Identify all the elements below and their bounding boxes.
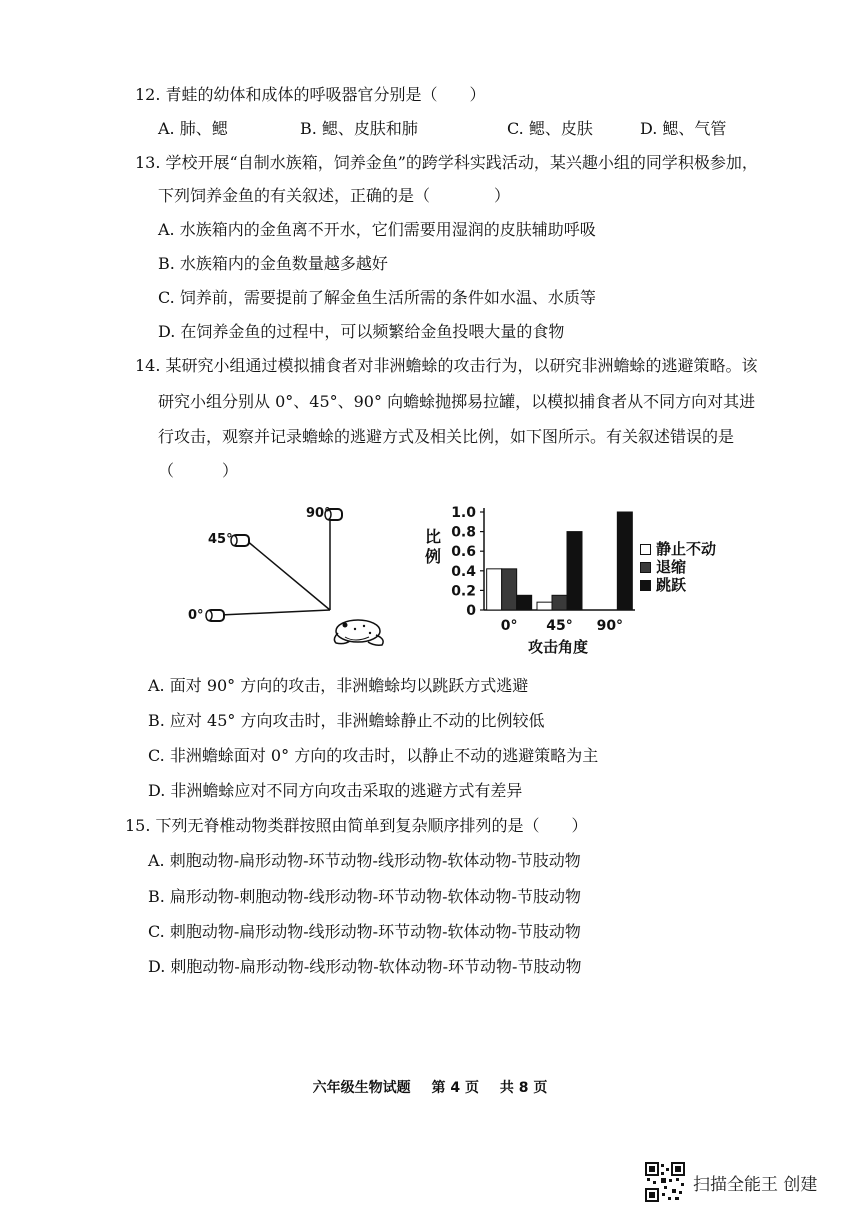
x-tick-label: 90° (596, 618, 624, 634)
q13-option-c: C. 饲养前，需要提前了解金鱼生活所需的条件如水温、水质等 (158, 288, 596, 307)
attack-line-45 (246, 540, 330, 610)
label-45: 45° (208, 532, 233, 547)
y-tick-label: 0.6 (451, 544, 476, 561)
escape-ratio-bar-chart (440, 500, 640, 635)
q14-option-b: B. 应对 45° 方向攻击时，非洲蟾蜍静止不动的比例较低 (148, 711, 545, 730)
y-tick-label: 0.4 (451, 563, 476, 580)
bar-1-2 (567, 532, 582, 610)
footer-subject: 六年级生物试题 (312, 1080, 411, 1096)
q15-option-c: C. 刺胞动物-扁形动物-线形动物-环节动物-软体动物-节肢动物 (148, 922, 581, 941)
y-tick-label: 0.2 (451, 583, 476, 600)
footer-total-pages: 共 8 页 (499, 1080, 548, 1096)
x-tick-label: 45° (546, 618, 573, 634)
page-footer (0, 1077, 860, 1097)
bar-0-0 (487, 569, 502, 610)
q14-stem-3: 行攻击，观察并记录蟾蜍的逃避方式及相关比例，如下图所示。有关叙述错误的是 (158, 427, 735, 446)
q13-option-d: D. 在饲养金鱼的过程中，可以频繁给金鱼投喂大量的食物 (158, 322, 565, 341)
y-tick-label: 0.8 (451, 524, 476, 541)
q13-stem-1: 13. 学校开展“自制水族箱，饲养金鱼”的跨学科实践活动，某兴趣小组的同学积极参加， (135, 153, 758, 172)
q14-stem-2: 研究小组分别从 0°、45°、90° 向蟾蜍抛掷易拉罐，以模拟捕食者从不同方向对其进 (158, 392, 756, 411)
legend-item-retreat (640, 558, 716, 576)
legend-swatch-retreat (640, 562, 651, 573)
q15-option-d: D. 刺胞动物-扁形动物-线形动物-软体动物-环节动物-节肢动物 (148, 957, 582, 976)
legend-label-jump: 跳跃 (656, 576, 687, 594)
q12-stem: 12. 青蛙的幼体和成体的呼吸器官分别是（ ） (135, 85, 486, 104)
legend-label-retreat: 退缩 (656, 558, 687, 576)
q14-option-a: A. 面对 90° 方向的攻击，非洲蟾蜍均以跳跃方式逃避 (148, 676, 529, 695)
q13-option-a: A. 水族箱内的金鱼离不开水，它们需要用湿润的皮肤辅助呼吸 (158, 220, 596, 239)
q14-stem-4: （ ） (158, 461, 239, 480)
legend-label-still: 静止不动 (656, 540, 717, 558)
q14-stem-1: 14. 某研究小组通过模拟捕食者对非洲蟾蜍的攻击行为，以研究非洲蟾蜍的逃避策略。该 (135, 356, 758, 375)
chart-y-axis-label: 比例 (425, 527, 442, 566)
q14-option-d: D. 非洲蟾蜍应对不同方向攻击采取的逃避方式有差异 (148, 781, 523, 800)
q15-stem: 15. 下列无脊椎动物类群按照由简单到复杂顺序排列的是（ ） (125, 816, 588, 835)
attack-line-0 (220, 610, 330, 615)
q15-option-a: A. 刺胞动物-扁形动物-环节动物-线形动物-软体动物-节肢动物 (148, 851, 581, 870)
chart-legend (640, 540, 716, 594)
q12-option-a: A. 肺、鳃 (158, 119, 228, 138)
x-tick-label: 0° (500, 618, 518, 634)
q14-option-c: C. 非洲蟾蜍面对 0° 方向的攻击时，以静止不动的逃避策略为主 (148, 746, 599, 765)
legend-swatch-still (640, 544, 651, 555)
q12-option-b: B. 鳃、皮肤和肺 (300, 119, 418, 138)
bar-0-1 (502, 569, 517, 610)
chart-x-axis-label: 攻击角度 (528, 638, 589, 656)
label-0: 0° (188, 608, 204, 623)
can-icon-45 (231, 535, 249, 546)
toad-icon (334, 620, 383, 645)
legend-item-jump (640, 576, 716, 594)
q12-option-d: D. 鳃、气管 (640, 119, 727, 138)
can-icon-0 (206, 610, 224, 621)
bar-0-2 (517, 595, 532, 610)
q15-option-b: B. 扁形动物-刺胞动物-线形动物-环节动物-软体动物-节肢动物 (148, 887, 581, 906)
y-tick-label: 1.0 (451, 505, 476, 521)
footer-page-number: 第 4 页 (431, 1080, 479, 1096)
bar-1-1 (552, 595, 567, 610)
scanner-watermark (645, 1162, 817, 1202)
bar-2-2 (617, 512, 632, 610)
q12-option-c: C. 鳃、皮肤 (507, 119, 593, 138)
qr-code-icon (645, 1162, 685, 1202)
label-90: 90° (306, 506, 331, 521)
attack-direction-diagram (180, 495, 420, 655)
legend-item-still (640, 540, 716, 558)
y-tick-label: 0 (466, 603, 476, 619)
q13-stem-2: 下列饲养金鱼的有关叙述，正确的是（ ） (158, 186, 511, 205)
q13-option-b: B. 水族箱内的金鱼数量越多越好 (158, 254, 388, 273)
bar-1-0 (537, 602, 552, 610)
legend-swatch-jump (640, 580, 651, 591)
scanner-watermark-text: 扫描全能王 创建 (693, 1174, 818, 1195)
